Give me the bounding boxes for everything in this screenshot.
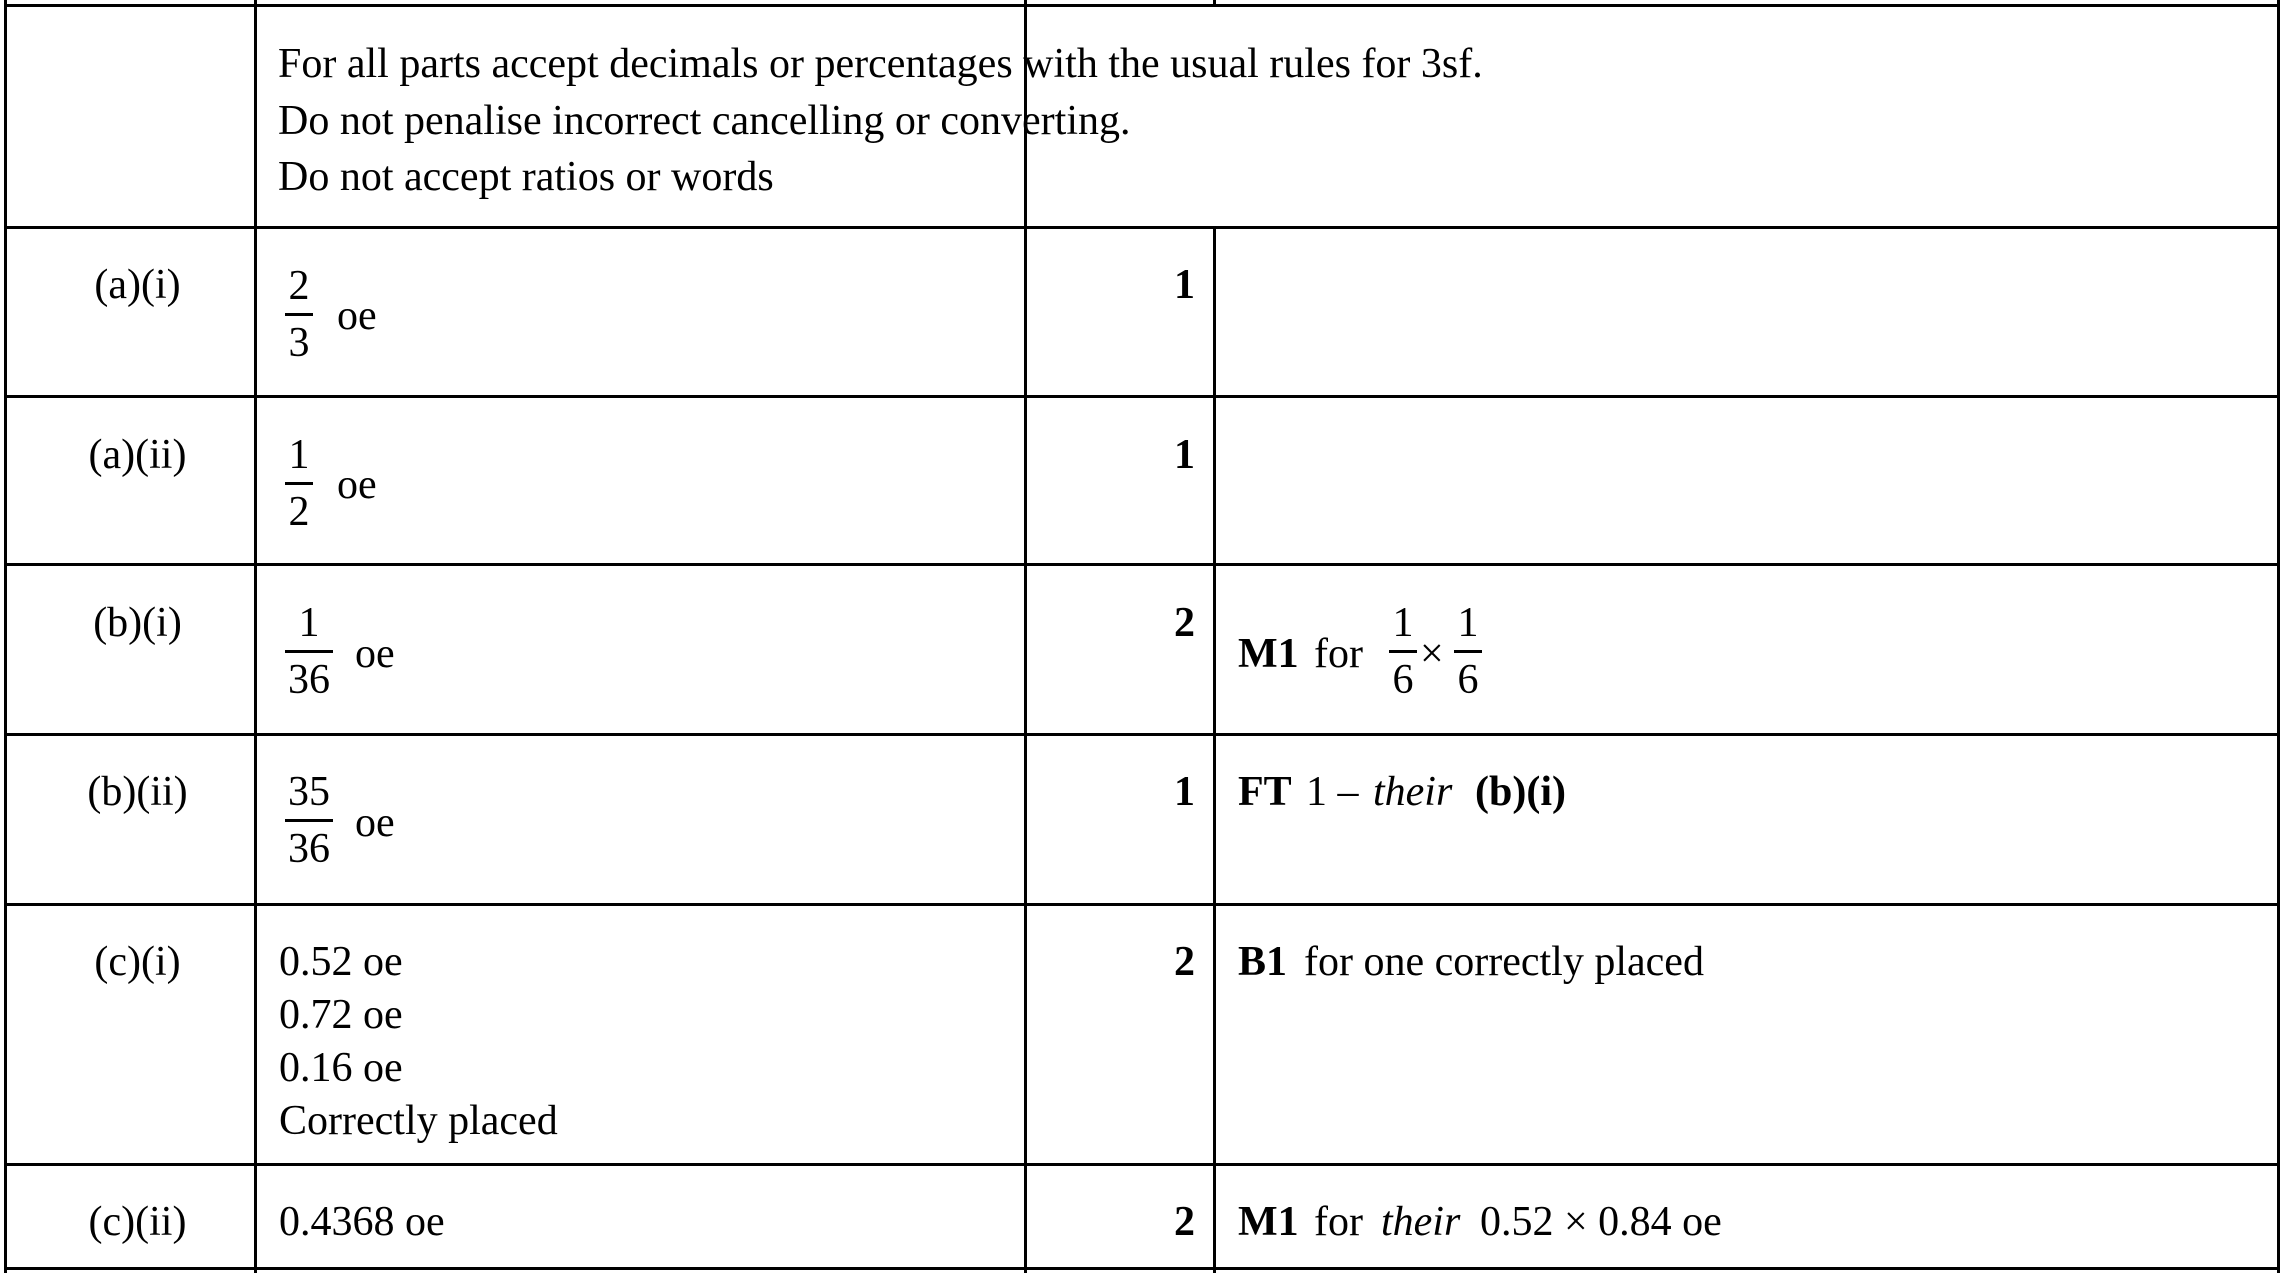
grid-col-divider-2 <box>1024 226 1027 1273</box>
answer-suffix: oe <box>355 800 395 846</box>
grid-col-divider-3 <box>1213 226 1216 1273</box>
grid-row-line <box>4 903 2280 906</box>
mark-value: 2 <box>1174 600 1195 646</box>
guidance-their: their <box>1381 1199 1461 1245</box>
answer-suffix: oe <box>337 293 377 339</box>
grid-row-line <box>4 563 2280 566</box>
fraction-denominator: 36 <box>288 826 330 872</box>
guidance-code: B1 <box>1238 939 1288 985</box>
fraction-numerator: 1 <box>298 600 320 646</box>
part-label: (b)(ii) <box>87 769 188 815</box>
part-label: (c)(ii) <box>88 1199 187 1245</box>
grid-right-border <box>2277 0 2280 1273</box>
answer-text: 0.4368 oe <box>279 1199 445 1245</box>
part-label: (b)(i) <box>93 600 182 646</box>
fraction-numerator: 2 <box>288 263 310 309</box>
answer-fraction <box>285 265 313 364</box>
answer-fraction <box>285 771 333 870</box>
grid-left-border <box>4 0 7 1273</box>
header-note-line-2: Do not penalise incorrect cancelling or converting. <box>278 98 1131 144</box>
answer-line: 0.52 oe <box>279 939 403 985</box>
guidance-code: M1 <box>1238 631 1299 677</box>
fraction-numerator: 1 <box>288 432 310 478</box>
part-label: (a)(i) <box>94 262 181 308</box>
part-label: (a)(ii) <box>88 432 187 478</box>
guidance-their: their <box>1373 769 1453 815</box>
fraction-denominator: 36 <box>288 657 330 703</box>
grid-row-line <box>4 4 2280 7</box>
guidance-fraction <box>1389 602 1417 701</box>
answer-fraction <box>285 434 313 533</box>
fraction-numerator: 1 <box>1457 600 1479 646</box>
answer-line: Correctly placed <box>279 1098 558 1144</box>
guidance-text: for <box>1314 1199 1363 1245</box>
grid-row-line <box>4 226 2280 229</box>
mark-value: 1 <box>1174 769 1195 815</box>
fraction-numerator: 35 <box>288 769 330 815</box>
grid-row-line <box>4 733 2280 736</box>
grid-row-line <box>4 1267 2280 1270</box>
grid-row-line <box>4 395 2280 398</box>
fraction-denominator: 6 <box>1457 657 1479 703</box>
answer-suffix: oe <box>337 462 377 508</box>
header-note-line-1: For all parts accept decimals or percentages with the usual rules for 3sf. <box>278 41 1483 87</box>
guidance-text: for one correctly placed <box>1304 939 1704 985</box>
answer-line: 0.72 oe <box>279 992 403 1038</box>
grid-row-line <box>4 1163 2280 1166</box>
mark-value: 2 <box>1174 939 1195 985</box>
guidance-expression: 0.52 × 0.84 oe <box>1480 1199 1722 1245</box>
fraction-denominator: 3 <box>288 320 310 366</box>
header-note-line-3: Do not accept ratios or words <box>278 154 774 200</box>
answer-fraction <box>285 602 333 701</box>
fraction-denominator: 2 <box>288 489 310 535</box>
fraction-numerator: 1 <box>1392 600 1414 646</box>
guidance-reference: (b)(i) <box>1475 769 1566 815</box>
mark-value: 1 <box>1174 432 1195 478</box>
part-label: (c)(i) <box>94 939 181 985</box>
fraction-denominator: 6 <box>1392 657 1414 703</box>
answer-suffix: oe <box>355 631 395 677</box>
answer-line: 0.16 oe <box>279 1045 403 1091</box>
guidance-text: for <box>1314 631 1363 677</box>
guidance-fraction <box>1454 602 1482 701</box>
guidance-code: M1 <box>1238 1199 1299 1245</box>
times-symbol: × <box>1420 631 1444 677</box>
guidance-text: 1 – <box>1306 769 1359 815</box>
mark-value: 1 <box>1174 262 1195 308</box>
mark-value: 2 <box>1174 1199 1195 1245</box>
guidance-code: FT <box>1238 769 1292 815</box>
